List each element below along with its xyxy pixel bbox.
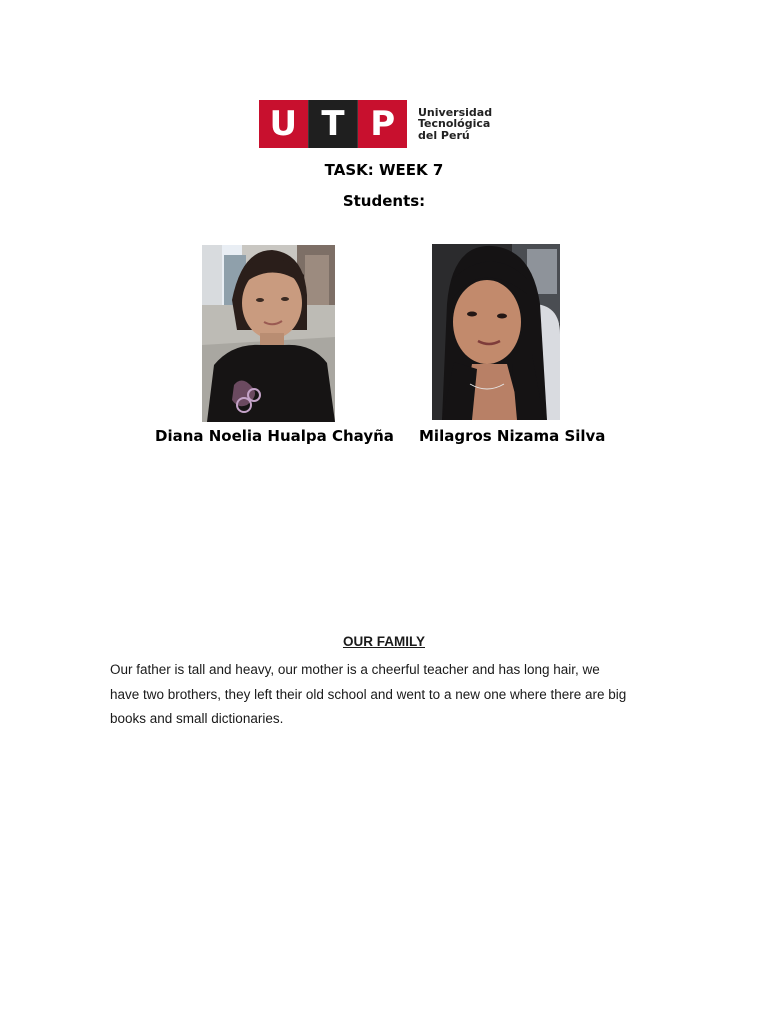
logo-letter-block: [259, 100, 407, 148]
paragraph-line: Our father is tall and heavy, our mother is a cheerful teacher and has long hair, we: [110, 662, 600, 677]
logo-letter-p: P: [358, 100, 407, 148]
student-photo-2: [432, 244, 560, 420]
task-heading: TASK: WEEK 7: [324, 161, 444, 179]
students-heading: Students:: [342, 192, 426, 210]
student-photo-2-image: [432, 244, 560, 420]
family-section-title: OUR FAMILY: [342, 634, 425, 649]
paragraph-line: books and small dictionaries.: [110, 711, 284, 726]
logo-letter-u: U: [259, 100, 308, 148]
logo-text-line: del Perú: [418, 128, 470, 142]
student-name-2: Milagros Nizama Silva: [419, 427, 606, 445]
utp-logo: [259, 100, 492, 148]
family-paragraph: [110, 658, 670, 732]
student-name-1: Diana Noelia Hualpa Chayña: [155, 427, 394, 445]
logo-text-line: Universidad: [418, 105, 493, 119]
logo-text-line: Tecnológica: [418, 117, 491, 131]
paragraph-line: have two brothers, they left their old school and went to a new one where there are big: [110, 686, 627, 702]
logo-wordmark: [418, 107, 492, 142]
student-photo-1: [202, 245, 335, 422]
logo-letter-t: T: [308, 100, 359, 148]
student-photo-1-image: [202, 245, 335, 422]
